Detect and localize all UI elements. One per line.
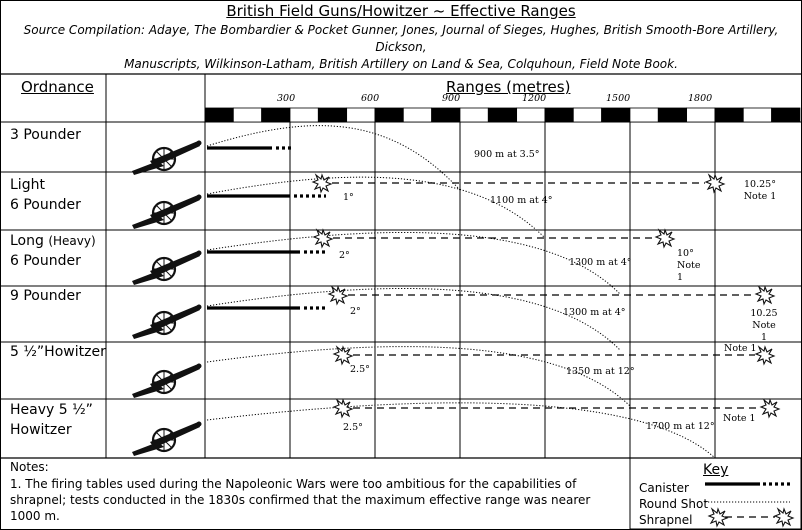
ruler-segment bbox=[630, 108, 658, 122]
shrapnel-burst-icon bbox=[709, 509, 727, 526]
ruler-segment bbox=[545, 108, 573, 122]
shrapnel-burst-icon bbox=[706, 175, 724, 192]
canister-angle-1: 1° bbox=[343, 192, 354, 203]
range-tick-900: 900 bbox=[442, 93, 461, 104]
ruler-segment bbox=[573, 108, 601, 122]
ruler-segment bbox=[687, 108, 715, 122]
shrapnel-burst-icon bbox=[334, 400, 352, 417]
round-shot-range-3: 1300 m at 4° bbox=[563, 307, 626, 318]
ruler-segment bbox=[488, 108, 516, 122]
ruler-segment bbox=[432, 108, 460, 122]
ranges-header: Ranges (metres) bbox=[446, 78, 571, 96]
ruler-segment bbox=[318, 108, 346, 122]
field-gun-icon bbox=[132, 141, 202, 176]
field-gun-icon bbox=[132, 422, 202, 457]
key-label-canister: Canister bbox=[639, 481, 689, 495]
row-label-9-pounder: 9 Pounder bbox=[10, 288, 81, 304]
source-line-1: Source Compilation: Adaye, The Bombardier & Pocket Gunner, Jones, Journal of Sieges, Hughes, British Smooth-Bore Artillery, Dickson, bbox=[23, 23, 779, 54]
range-tick-600: 600 bbox=[361, 93, 380, 104]
ruler-segment bbox=[460, 108, 488, 122]
round-shot-range-4: 1350 m at 12° bbox=[566, 366, 635, 377]
round-shot-trajectory bbox=[207, 232, 620, 294]
key-label-shrapnel: Shrapnel bbox=[639, 513, 693, 527]
field-gun-icon bbox=[132, 364, 202, 399]
field-gun-icon bbox=[132, 251, 202, 286]
canister-angle-4: 2.5° bbox=[350, 364, 370, 375]
shrapnel-note-4: Note 1 bbox=[724, 343, 757, 354]
shrapnel-burst-icon bbox=[329, 287, 347, 304]
round-shot-range-0: 900 m at 3.5° bbox=[474, 149, 540, 160]
shrapnel-burst-icon bbox=[334, 347, 352, 364]
key-heading: Key bbox=[703, 462, 729, 478]
canister-angle-5: 2.5° bbox=[343, 422, 363, 433]
ruler-segment bbox=[772, 108, 800, 122]
round-shot-range-1: 1100 m at 4° bbox=[490, 195, 553, 206]
round-shot-range-5: 1700 m at 12° bbox=[646, 421, 715, 432]
shrapnel-note-3: 10.25 Note 1 bbox=[750, 308, 778, 343]
canister-angle-2: 2° bbox=[339, 250, 350, 261]
ruler-segment bbox=[262, 108, 290, 122]
range-tick-1500: 1500 bbox=[606, 93, 631, 104]
row-label-light-6-pounder: Light 6 Pounder bbox=[10, 177, 81, 213]
diagram-title: British Field Guns/Howitzer ~ Effective Ranges bbox=[226, 2, 576, 20]
field-gun-icon bbox=[132, 305, 202, 340]
field-gun-icon bbox=[132, 195, 202, 230]
shrapnel-burst-icon bbox=[313, 175, 331, 192]
shrapnel-burst-icon bbox=[775, 509, 793, 526]
source-line-2: Manuscripts, Wilkinson-Latham, British Artillery on Land & Sea, Colquhoun, Field Note Book. bbox=[124, 57, 678, 71]
round-shot-trajectory bbox=[207, 177, 545, 238]
range-tick-1200: 1200 bbox=[522, 93, 547, 104]
range-tick-1800: 1800 bbox=[688, 93, 713, 104]
ruler-segment bbox=[290, 108, 318, 122]
ruler-segment bbox=[233, 108, 261, 122]
notes-body: 1. The firing tables used during the Napoleonic Wars were too ambitious for the capabilities of shrapnel; tests conducted in the 1830s confirmed that the maximum effective range was nearer 1000 m. bbox=[10, 477, 591, 523]
ruler-segment bbox=[517, 108, 545, 122]
canister-angle-3: 2° bbox=[350, 306, 361, 317]
shrapnel-note-5: Note 1 bbox=[723, 413, 756, 424]
round-shot-trajectory bbox=[207, 126, 460, 190]
shrapnel-burst-icon bbox=[756, 287, 774, 304]
ruler-segment bbox=[602, 108, 630, 122]
row-label-heavy-5-half-howitzer: Heavy 5 ½” Howitzer bbox=[10, 402, 93, 438]
row-label-5-half-howitzer: 5 ½”Howitzer bbox=[10, 344, 106, 360]
ruler-segment bbox=[375, 108, 403, 122]
shrapnel-burst-icon bbox=[756, 347, 774, 364]
round-shot-trajectory bbox=[207, 288, 620, 350]
shrapnel-burst-icon bbox=[656, 230, 674, 247]
ruler-segment bbox=[205, 108, 233, 122]
ruler-segment bbox=[347, 108, 375, 122]
ordnance-header: Ordnance bbox=[21, 78, 94, 96]
shrapnel-note-1: 10.25° Note 1 bbox=[743, 179, 777, 202]
row-label-3-pounder: 3 Pounder bbox=[10, 127, 81, 143]
range-tick-300: 300 bbox=[277, 93, 296, 104]
ruler-segment bbox=[658, 108, 686, 122]
round-shot-trajectory bbox=[207, 403, 715, 458]
shrapnel-burst-icon bbox=[314, 230, 332, 247]
key-label-round-shot: Round Shot bbox=[639, 497, 709, 511]
shrapnel-burst-icon bbox=[761, 400, 779, 417]
ruler-segment bbox=[743, 108, 771, 122]
row-label-long-6-pounder: Long (Heavy) 6 Pounder bbox=[10, 233, 96, 269]
round-shot-range-2: 1300 m at 4° bbox=[569, 257, 632, 268]
ruler-segment bbox=[403, 108, 431, 122]
notes-heading: Notes: bbox=[10, 460, 49, 474]
ruler-segment bbox=[715, 108, 743, 122]
shrapnel-note-2: 10° Note 1 bbox=[677, 248, 701, 283]
